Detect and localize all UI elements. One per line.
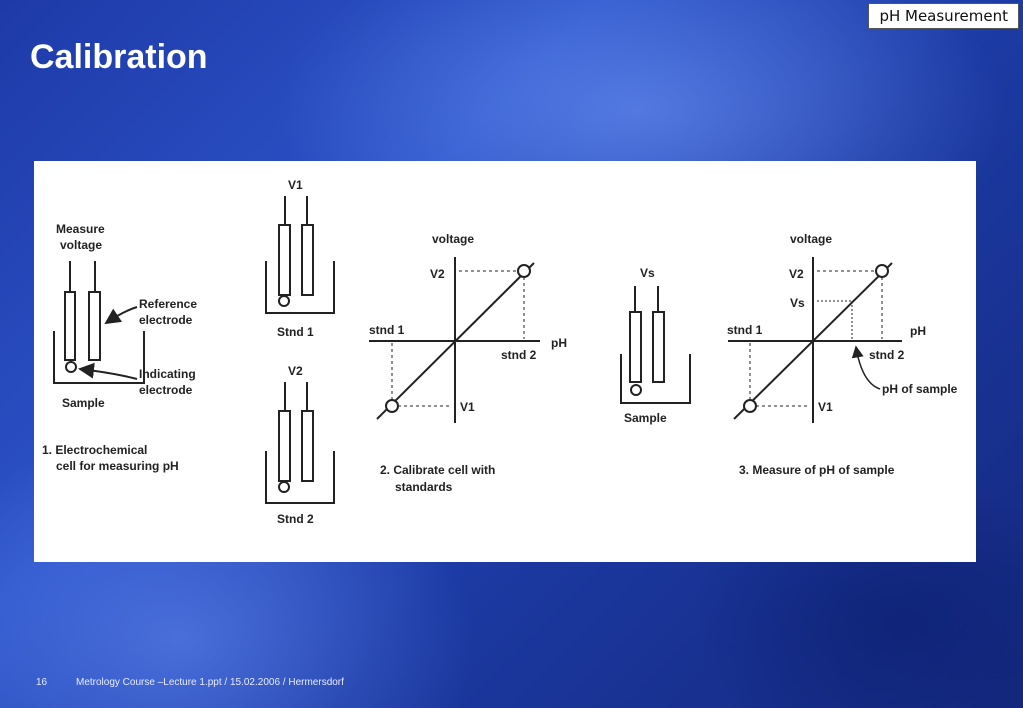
indicating-electrode-label-1: Indicating: [139, 367, 196, 381]
calibration-diagram: [34, 161, 976, 562]
page-number: 16: [36, 677, 48, 688]
plot3-voltage-label: voltage: [790, 232, 833, 246]
sample-cell-label: Sample: [624, 411, 667, 425]
plot2-v2-label: V2: [430, 267, 445, 281]
standard-1-cell: [266, 196, 334, 313]
plot3-ph-label: pH: [910, 324, 926, 338]
reference-electrode-label-1: Reference: [139, 297, 198, 311]
caption-2-line-1: 2. Calibrate cell with: [380, 463, 496, 477]
plot3-stnd2-label: stnd 2: [869, 348, 905, 362]
caption-3: 3. Measure of pH of sample: [739, 463, 895, 477]
slide-title: Calibration: [30, 38, 208, 76]
measure-voltage-label-1: Measure: [56, 222, 105, 236]
plot3-stnd1-label: stnd 1: [727, 323, 763, 337]
slide-footer: [36, 677, 344, 688]
plot2-stnd1-label: stnd 1: [369, 323, 405, 337]
calibration-plot: [369, 257, 540, 423]
reference-electrode-label-2: electrode: [139, 313, 193, 327]
plot2-ph-label: pH: [551, 336, 567, 350]
indicating-electrode-label-2: electrode: [139, 383, 193, 397]
plot3-ph-of-sample-label: pH of sample: [882, 382, 958, 396]
sample-label: Sample: [62, 396, 105, 410]
standard-2-label: Stnd 2: [277, 512, 314, 526]
sample-cell-voltage-label: Vs: [640, 266, 655, 280]
caption-1-line-2: cell for measuring pH: [56, 459, 179, 473]
plot3-vs-label: Vs: [790, 296, 805, 310]
standard-2-voltage-label: V2: [288, 364, 303, 378]
standard-1-voltage-label: V1: [288, 178, 303, 192]
measurement-plot: [728, 257, 902, 423]
plot2-stnd2-label: stnd 2: [501, 348, 537, 362]
calibration-diagram-panel: [34, 161, 976, 562]
plot3-v2-label: V2: [789, 267, 804, 281]
caption-2-line-2: standards: [395, 480, 453, 494]
electrochemical-cell: [54, 261, 144, 383]
standard-2-cell: [266, 382, 334, 503]
sample-cell: [621, 286, 690, 403]
plot2-v1-label: V1: [460, 400, 475, 414]
measure-voltage-label-2: voltage: [60, 238, 103, 252]
standard-1-label: Stnd 1: [277, 325, 314, 339]
caption-1-line-1: 1. Electrochemical: [42, 443, 148, 457]
footer-text: Metrology Course –Lecture 1.ppt / 15.02.2006 / Hermersdorf: [76, 677, 344, 688]
plot3-v1-label: V1: [818, 400, 833, 414]
section-tag: pH Measurement: [868, 3, 1019, 29]
plot2-voltage-label: voltage: [432, 232, 475, 246]
